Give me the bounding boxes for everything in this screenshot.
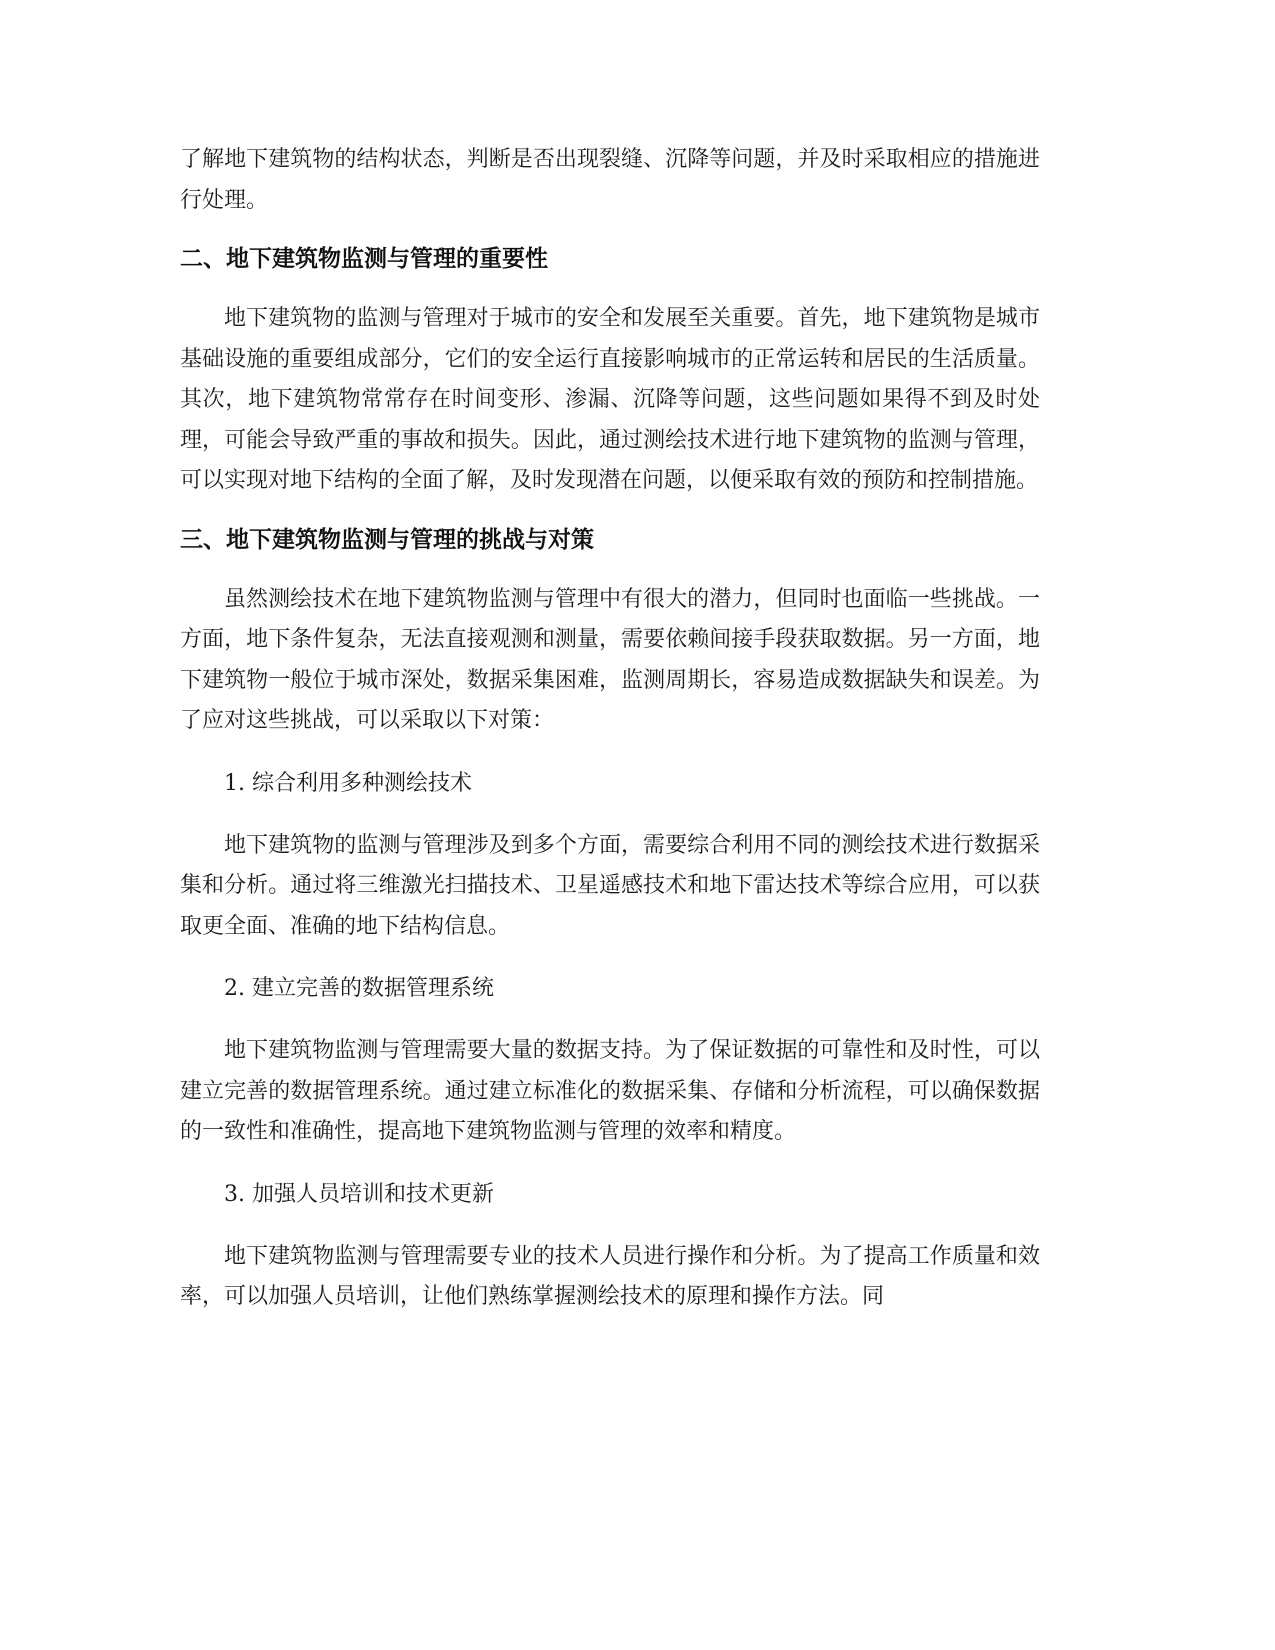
intro-continuation-paragraph: 了解地下建筑物的结构状态，判断是否出现裂缝、沉降等问题，并及时采取相应的措施进行处理。 [180,147,1040,213]
countermeasure-2-title: 2. 建立完善的数据管理系统 [224,976,494,1001]
section-2-heading: 二、地下建筑物监测与管理的重要性 [180,246,548,272]
countermeasure-3-body: 地下建筑物监测与管理需要专业的技术人员进行操作和分析。为了提高工作质量和效率，可以加强人员培训，让他们熟练掌握测绘技术的原理和操作方法。同 [180,1243,1040,1309]
section-3-intro-paragraph: 虽然测绘技术在地下建筑物监测与管理中有很大的潜力，但同时也面临一些挑战。一方面，地下条件复杂，无法直接观测和测量，需要依赖间接手段获取数据。另一方面，地下建筑物一般位于城市深处，数据采集困难，监测周期长，容易造成数据缺失和误差。为了应对这些挑战，可以采取以下对策： [180,586,1040,733]
section-3-heading: 三、地下建筑物监测与管理的挑战与对策 [180,526,594,553]
section-2-paragraph: 地下建筑物的监测与管理对于城市的安全和发展至关重要。首先，地下建筑物是城市基础设施的重要组成部分，它们的安全运行直接影响城市的正常运转和居民的生活质量。其次，地下建筑物常常存在时间变形、渗漏、沉降等问题，这些问题如果得不到及时处理，可能会导致严重的事故和损失。因此，通过测绘技术进行地下建筑物的监测与管理，可以实现对地下结构的全面了解，及时发现潜在问题，以便采取有效的预防和控制措施。 [180,306,1040,493]
countermeasure-1-title: 1. 综合利用多种测绘技术 [224,770,472,796]
countermeasure-2-body: 地下建筑物监测与管理需要大量的数据支持。为了保证数据的可靠性和及时性，可以建立完善的数据管理系统。通过建立标准化的数据采集、存储和分析流程，可以确保数据的一致性和准确性，提高地下建筑物监测与管理的效率和精度。 [180,1038,1040,1144]
document-page [180,140,1040,1318]
countermeasure-1-body: 地下建筑物的监测与管理涉及到多个方面，需要综合利用不同的测绘技术进行数据采集和分析。通过将三维激光扫描技术、卫星遥感技术和地下雷达技术等综合应用，可以获取更全面、准确的地下结构信息。 [180,832,1040,939]
countermeasure-3-title: 3. 加强人员培训和技术更新 [224,1181,494,1207]
